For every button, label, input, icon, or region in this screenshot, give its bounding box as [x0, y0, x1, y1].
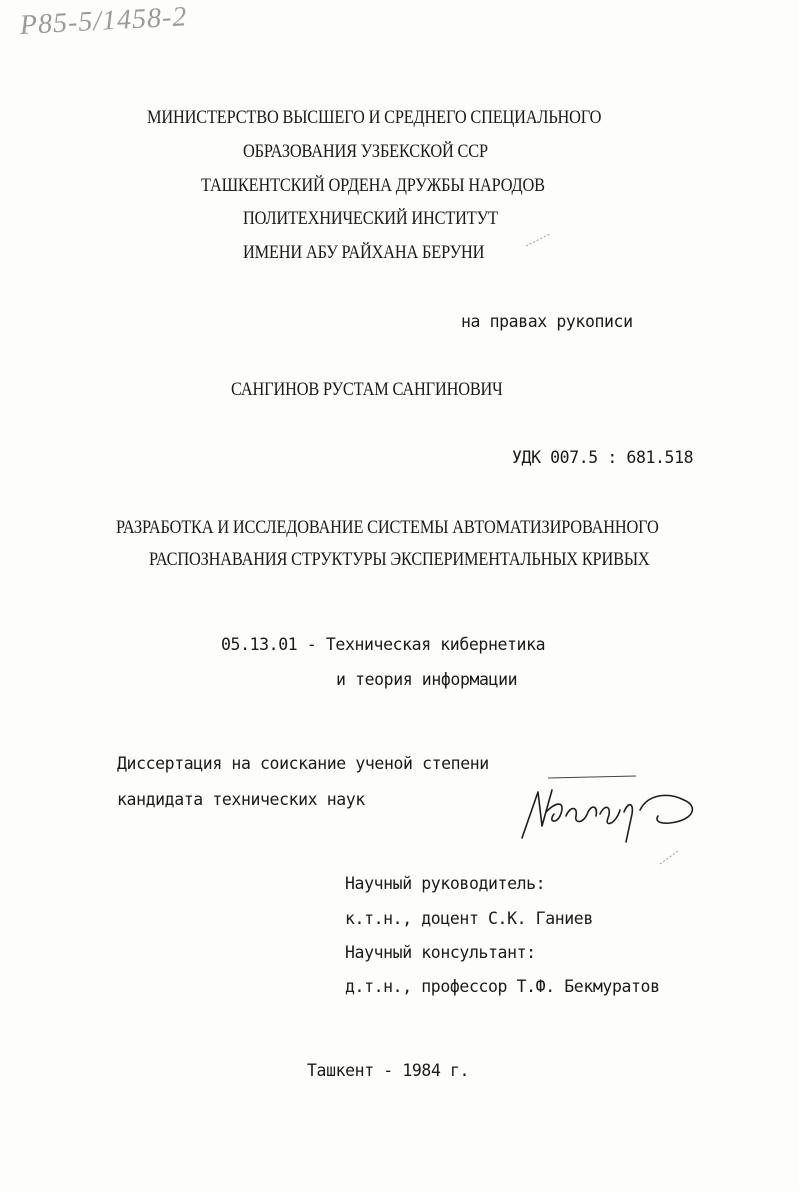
consultant-name: д.т.н., профессор Т.Ф. Бекмуратов: [345, 977, 660, 996]
author-name: САНГИНОВ РУСТАМ САНГИНОВИЧ: [231, 379, 503, 400]
pencil-tick-mark: [658, 848, 682, 868]
dissertation-title-line-2: РАСПОЗНАВАНИЯ СТРУКТУРЫ ЭКСПЕРИМЕНТАЛЬНЫХ КРИВЫХ: [149, 549, 650, 570]
degree-line-1: Диссертация на соискание ученой степени: [117, 754, 489, 773]
pencil-tick-mark: [524, 230, 554, 250]
specialty-name-line: и теория информации: [336, 670, 518, 689]
consultant-label: Научный консультант:: [345, 943, 536, 962]
udc-code: УДК 007.5 : 681.518: [512, 448, 694, 467]
city-year: Ташкент - 1984 г.: [307, 1061, 470, 1080]
supervisor-name: к.т.н., доцент С.К. Ганиев: [345, 909, 593, 928]
archive-shelf-mark: P85-5/1458-2: [19, 1, 189, 41]
supervisor-label: Научный руководитель:: [345, 874, 546, 893]
manuscript-rights-note: на правах рукописи: [461, 312, 633, 331]
ministry-line-1: МИНИСТЕРСТВО ВЫСШЕГО И СРЕДНЕГО СПЕЦИАЛЬНОГО: [147, 107, 602, 128]
ministry-line-4: ПОЛИТЕХНИЧЕСКИЙ ИНСТИТУТ: [243, 208, 498, 229]
degree-line-2: кандидата технических наук: [117, 790, 365, 809]
ministry-line-2: ОБРАЗОВАНИЯ УЗБЕКСКОЙ ССР: [243, 141, 488, 162]
specialty-code-line: 05.13.01 - Техническая кибернетика: [221, 635, 546, 654]
ministry-line-3: ТАШКЕНТСКИЙ ОРДЕНА ДРУЖБЫ НАРОДОВ: [201, 175, 545, 196]
dissertation-title-line-1: РАЗРАБОТКА И ИССЛЕДОВАНИЕ СИСТЕМЫ АВТОМАТИЗИРОВАННОГО: [116, 517, 659, 538]
ministry-line-5: ИМЕНИ АБУ РАЙХАНА БЕРУНИ: [243, 242, 485, 263]
author-signature: [508, 772, 708, 852]
